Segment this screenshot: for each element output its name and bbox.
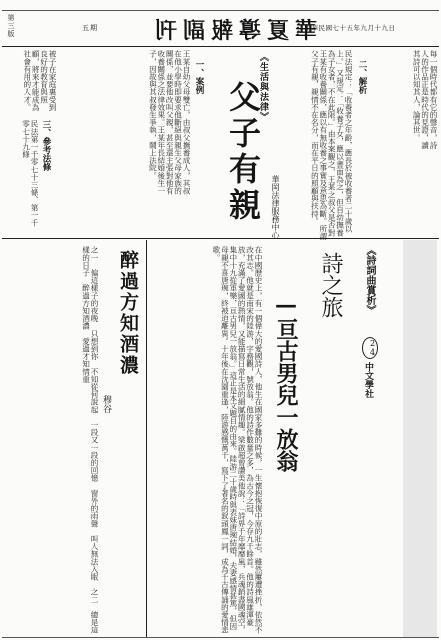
refs-heading: 三、參考法條: [41, 120, 51, 171]
analysis-heading: 二、解析: [357, 60, 367, 94]
poetry-subtitle: —亘古男兒一放翁: [273, 292, 299, 472]
case-text: 王某自幼父母雙亡，由叔父撫養成人，其叔在他小學時即要求他斷絕與親生父母家族的關係，並要他改叫父親，甚至還主張對他有收養關係之法律效果。王某年長結婚後生一子，因故與其叔發生爭執，鬧上法院。: [148, 50, 191, 195]
poetry-series: 《詩詞曲賞析》: [364, 245, 375, 315]
refs-text: 民法第一千零七十三條、第一千零七十九條: [21, 120, 39, 227]
poetry-side-band: [403, 240, 437, 638]
column-divider: [146, 240, 147, 638]
section-divider: [2, 238, 439, 239]
right-strip-text: 每一個時代都有它的聲音，詩人的作品正是時代的見證，讀其詩可以知其人，論其世。: [412, 50, 438, 149]
short-column-title: 醉過方知酒濃: [117, 250, 139, 376]
short-column-poem: 之一 偏這樣子的夜晚 只想到你 不知從何說起 一段又一段的回憶 窗外的雨聲 叫人無法入眠 之二 總是這樣的日子 醉過方知酒濃 愛過才知情重: [81, 246, 99, 634]
header-rule: [2, 46, 439, 47]
bottom-border: [2, 637, 439, 638]
poetry-title: 詩之旅: [318, 252, 343, 318]
left-strip-text: 被子在家庭裏受到良好的教育與照顧，將來才能成為社會有用的人才。: [22, 50, 57, 111]
case-heading: 一、案例: [194, 60, 204, 94]
law-column-label: 《生活與法律》: [258, 52, 268, 122]
law-source: 華岡法律服務中心: [271, 175, 280, 239]
poetry-author: 中文學社: [363, 362, 373, 398]
poetry-series-number: 24: [362, 337, 378, 359]
issue-date: 中華民國七十五年九月十九日: [304, 24, 396, 32]
short-column-author: 穆谷: [101, 395, 111, 413]
page-number: 第三版: [7, 14, 15, 38]
analysis-text: 民法規定：「收養者之年齡，應長於被收養者二十歲以上。」又規定：「收養子女，應以書面為之，但自幼撫養為子女者，不在此限。」由本案觀之，王某之叔父是否對王某有收養關係，應以有無收養之事實及意思為斷。所謂父子有親，親情不在名分，而在平日的照顧與扶持。: [310, 50, 353, 240]
issue-number: 五期: [82, 24, 98, 32]
top-border: [2, 10, 439, 11]
poetry-body: 在中國歷史上，有一個偉大的愛國詩人，他生在國家多難的時候，一生懷抱恢復中原的壯志，雖然屢遭挫折，依然不改其志。他就是南宋的陸游，字務觀，號放翁。他的詩作數量之多，為古今之冠，今存九千餘首。他的詩風雄渾豪放，充滿了愛國的熱情，又能描寫日常生活的細膩情趣。梁啟超曾讚美他說：「詩界千年靡靡風，兵魂銷盡國魂空，集中十九從軍樂，亘古男兒一放翁。」這正是本文題目的由來。陸游二十歲時與表妹唐琬結婚，夫妻感情甚篤，但因母親不喜唐琬，終被迫離異。十年後在沈園重逢，陸游感慨萬千，寫下了著名的釵頭鳳一詞，成為千古傳誦的愛情悲歌。: [211, 246, 263, 634]
masthead: 華夏導報副刊: [149, 18, 318, 44]
law-title: 父子有親: [224, 80, 262, 224]
